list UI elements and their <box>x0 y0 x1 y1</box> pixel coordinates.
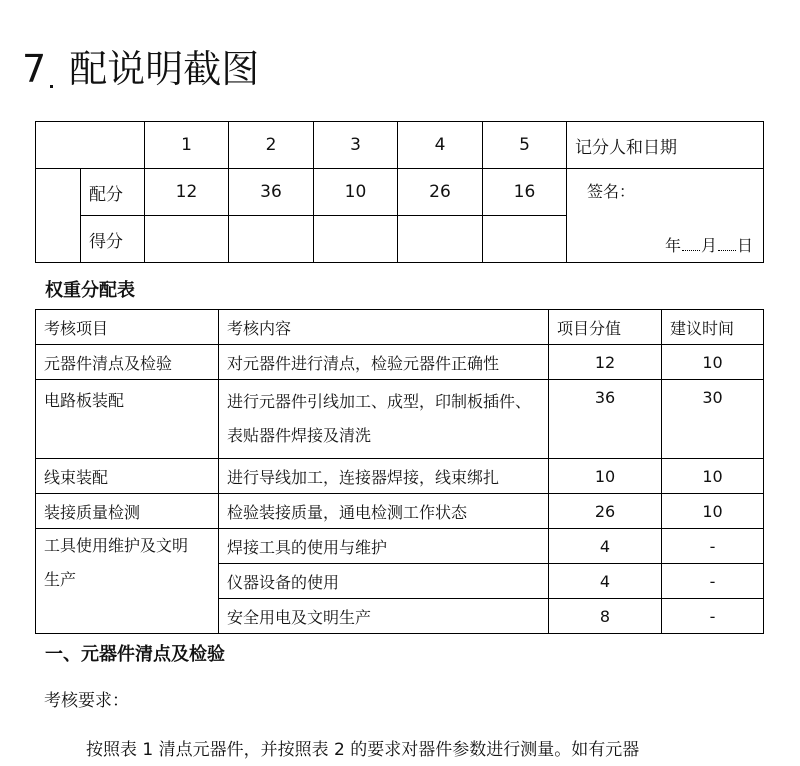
header-score: 项目分值 <box>549 310 662 345</box>
score-row-points <box>36 169 764 216</box>
table-row <box>36 529 764 564</box>
row-item: 装接质量检测 <box>36 494 219 529</box>
section-title: 一、元器件清点及检验 <box>45 644 225 665</box>
row-score: 8 <box>549 599 662 634</box>
title-number: 7 <box>22 47 47 91</box>
got-label: 得分 <box>81 216 145 263</box>
title-text: 配说明截图 <box>69 47 260 91</box>
row-content: 仪器设备的使用 <box>219 564 549 599</box>
row-content: 对元器件进行清点，检验元器件正确性 <box>219 345 549 380</box>
weight-header-row <box>36 310 764 345</box>
score-header-row <box>36 122 764 169</box>
row-content-line-2: 表贴器件焊接及清洗 <box>227 426 372 445</box>
row-content: 焊接工具的使用与维护 <box>219 529 549 564</box>
row-content: 进行导线加工，连接器焊接，线束绑扎 <box>219 459 549 494</box>
record-label: 记分人和日期 <box>567 122 764 169</box>
row-time: - <box>662 599 764 634</box>
score-header-3: 3 <box>314 122 398 169</box>
row-content <box>219 380 549 459</box>
date-year: 年 <box>664 236 681 255</box>
date-line <box>665 233 753 256</box>
score-header-4: 4 <box>398 122 483 169</box>
points-value-1: 12 <box>145 169 229 216</box>
row-time: 10 <box>662 345 764 380</box>
score-header-1: 1 <box>145 122 229 169</box>
row-time: 10 <box>662 459 764 494</box>
row-score: 12 <box>549 345 662 380</box>
row-item: 元器件清点及检验 <box>36 345 219 380</box>
got-cell-2[interactable] <box>229 216 314 263</box>
date-month-blank[interactable] <box>682 238 700 251</box>
row-score: 36 <box>549 380 662 459</box>
table-row <box>36 345 764 380</box>
header-item: 考核项目 <box>36 310 219 345</box>
row-time: 10 <box>662 494 764 529</box>
got-cell-4[interactable] <box>398 216 483 263</box>
row-time: 30 <box>662 380 764 459</box>
score-table <box>35 121 764 263</box>
weight-table <box>35 309 764 634</box>
sign-cell <box>567 169 764 263</box>
requirement-label: 考核要求： <box>44 691 129 711</box>
row-item: 电路板装配 <box>36 380 219 459</box>
date-day: 日 <box>736 236 753 255</box>
row-score: 10 <box>549 459 662 494</box>
sign-label: 签名： <box>587 182 636 201</box>
row-item-line-2: 生产 <box>44 570 77 589</box>
table-row <box>36 494 764 529</box>
row-item: 线束装配 <box>36 459 219 494</box>
date-month: 月 <box>700 236 717 255</box>
points-label: 配分 <box>81 169 145 216</box>
row-score: 4 <box>549 529 662 564</box>
row-content: 检验装接质量，通电检测工作状态 <box>219 494 549 529</box>
title-dot <box>50 85 53 88</box>
score-side-cell <box>36 169 81 263</box>
got-cell-5[interactable] <box>483 216 567 263</box>
header-content: 考核内容 <box>219 310 549 345</box>
got-cell-1[interactable] <box>145 216 229 263</box>
score-header-2: 2 <box>229 122 314 169</box>
score-header-5: 5 <box>483 122 567 169</box>
points-value-5: 16 <box>483 169 567 216</box>
points-value-4: 26 <box>398 169 483 216</box>
body-paragraph: 按照表 1 清点元器件，并按照表 2 的要求对器件参数进行测量。如有元器 <box>86 740 640 760</box>
row-time: - <box>662 564 764 599</box>
header-time: 建议时间 <box>662 310 764 345</box>
points-value-3: 10 <box>314 169 398 216</box>
points-value-2: 36 <box>229 169 314 216</box>
row-content-line-1: 进行元器件引线加工、成型，印制板插件、 <box>227 392 532 411</box>
row-item-line-1: 工具使用维护及文明 <box>44 536 189 555</box>
row-item-multiline <box>36 529 219 634</box>
table-row <box>36 459 764 494</box>
date-day-blank[interactable] <box>718 238 736 251</box>
got-cell-3[interactable] <box>314 216 398 263</box>
row-content: 安全用电及文明生产 <box>219 599 549 634</box>
score-corner-cell <box>36 122 145 169</box>
row-score: 4 <box>549 564 662 599</box>
weight-table-title: 权重分配表 <box>45 280 135 301</box>
row-score: 26 <box>549 494 662 529</box>
page-title <box>22 47 260 91</box>
table-row <box>36 380 764 459</box>
row-time: - <box>662 529 764 564</box>
